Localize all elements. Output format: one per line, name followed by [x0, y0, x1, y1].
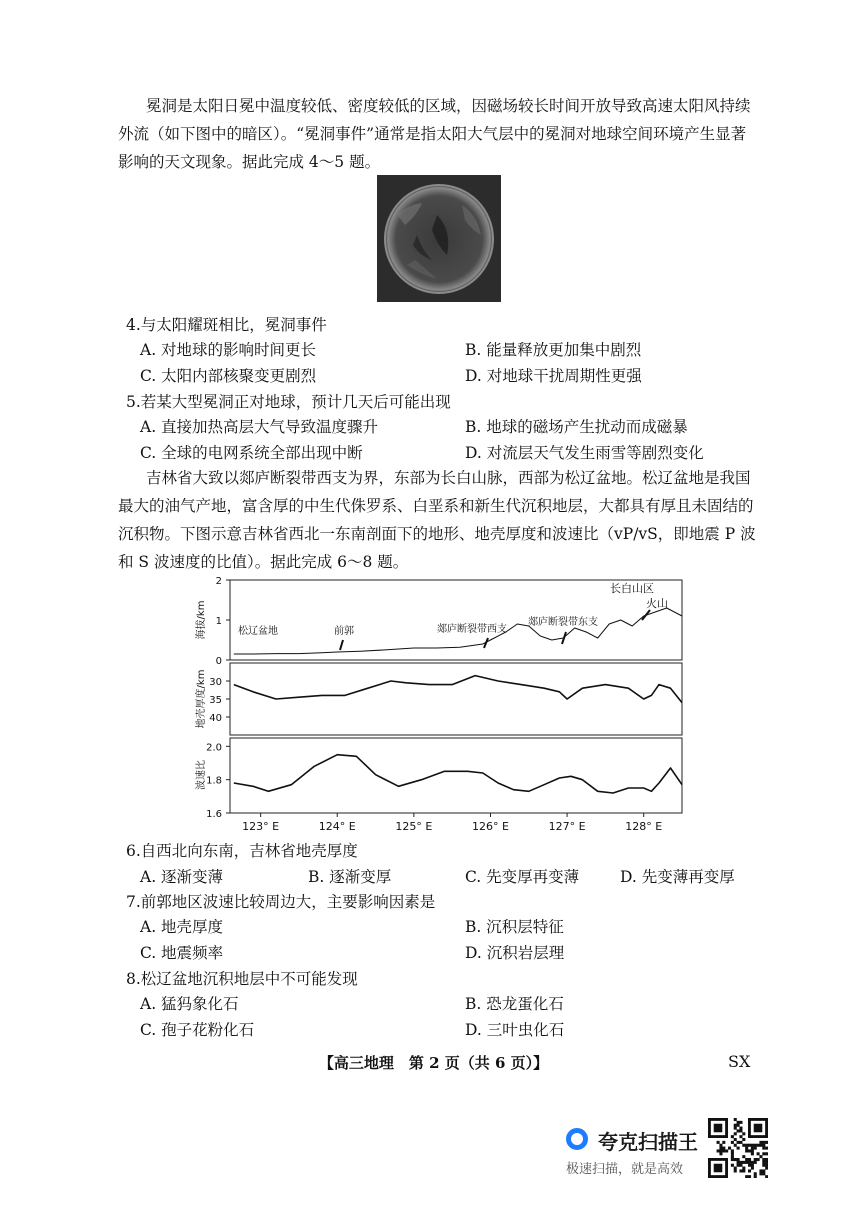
question-5-option-c: C. 全球的电网系统全部出现中断: [140, 444, 363, 462]
question-7-option-b: B. 沉积层特征: [465, 918, 564, 936]
question-8-option-b: B. 恐龙蛋化石: [465, 995, 564, 1013]
qr-code-icon: [708, 1118, 768, 1178]
question-4-stem: 4.与太阳耀斑相比，冕洞事件: [126, 316, 327, 334]
question-8-option-d: D. 三叶虫化石: [465, 1021, 565, 1039]
scanner-brand: [566, 1126, 706, 1176]
panel-frame-vpvs: [230, 738, 682, 813]
annotation-volcano: 火山: [646, 597, 668, 610]
y-tick-label: 40: [209, 713, 222, 724]
paper-code: SX: [728, 1052, 751, 1071]
question-7-option-a: A. 地壳厚度: [140, 918, 224, 936]
x-tick-label: 128° E: [625, 820, 663, 833]
question-4-option-a: A. 对地球的影响时间更长: [140, 341, 317, 359]
panel-frame-crust: [230, 663, 682, 735]
question-5-stem: 5.若某大型冕洞正对地球，预计几天后可能出现: [126, 393, 451, 411]
annotation-changbai: 长白山区: [610, 582, 654, 595]
brand-slogan: 极速扫描，就是高效: [566, 1162, 684, 1177]
question-5-option-a: A. 直接加热高层大气导致温度骤升: [140, 418, 379, 436]
annotation-qianguo: 前郭: [334, 626, 354, 637]
x-tick-label: 126° E: [471, 820, 509, 833]
question-8-stem: 8.松辽盆地沉积地层中不可能发现: [126, 970, 358, 988]
quark-logo-icon: [566, 1128, 588, 1150]
series-line-panel-2: [234, 676, 682, 703]
coronal-hole-image: [377, 175, 501, 302]
question-8-option-a: A. 猛犸象化石: [140, 995, 239, 1013]
y-tick-label: 30: [209, 677, 222, 688]
annotation-tanlu-east: 郯庐断裂带东支: [528, 617, 598, 628]
series-line-panel-3: [234, 755, 682, 793]
question-4-option-d: D. 对地球干扰周期性更强: [465, 367, 642, 385]
question-5-option-b: B. 地球的磁场产生扰动而成磁暴: [465, 418, 688, 436]
profile-chart: [190, 570, 700, 840]
question-7-stem: 7.前郭地区波速比较周边大，主要影响因素是: [126, 893, 436, 911]
question-6-option-b: B. 逐渐变厚: [308, 868, 392, 886]
question-4-option-b: B. 能量释放更加集中剧烈: [465, 341, 642, 359]
question-6-option-a: A. 逐渐变薄: [140, 868, 224, 886]
y-tick-label: 1.6: [206, 809, 222, 820]
intro-paragraph-2: 吉林省大致以郯庐断裂带西支为界，东部为长白山脉，西部为松辽盆地。松辽盆地是我国最大的油气产地，富含厚的中生代侏罗系、白垩系和新生代沉积地层，大都具有厚且未固结的沉积物。下图示意吉林省西北一东南剖面下的地形、地壳厚度和波速比（vP/vS，即地震 P 波和 S 波速度的比值）。据此完成 6～8 题。: [118, 469, 756, 571]
question-6-option-d: D. 先变薄再变厚: [620, 868, 735, 886]
question-6-stem: 6.自西北向东南，吉林省地壳厚度: [126, 842, 358, 860]
y-tick-label: 1: [215, 616, 222, 627]
arrow-volcano: [642, 610, 650, 620]
question-8-option-c: C. 孢子花粉化石: [140, 1021, 255, 1039]
y-axis-label: 地壳厚度/km: [196, 669, 207, 729]
intro-paragraph-1: 冕洞是太阳日冕中温度较低、密度较低的区域，因磁场较长时间开放导致高速太阳风持续外流（如下图中的暗区）。“冕洞事件”通常是指太阳大气层中的冕洞对地球空间环境产生显著影响的天文现象。据此完成 4～5 题。: [118, 97, 751, 171]
annotation-songliao: 松辽盆地: [238, 626, 278, 637]
y-tick-label: 0: [215, 656, 222, 667]
x-tick-label: 127° E: [548, 820, 586, 833]
question-5-option-d: D. 对流层天气发生雨雪等剧烈变化: [465, 444, 704, 462]
y-axis-label: 波速比: [196, 760, 207, 790]
brand-name: 夸克扫描王: [598, 1130, 698, 1154]
annotation-tanlu-west: 郯庐断裂带西支: [437, 624, 507, 635]
y-tick-label: 35: [209, 695, 222, 706]
question-4-option-c: C. 太阳内部核聚变更剧烈: [140, 367, 317, 385]
question-7-option-d: D. 沉积岩层理: [465, 944, 565, 962]
y-tick-label: 1.8: [206, 775, 222, 787]
arrow-qianguo: [340, 640, 343, 650]
page-footer: 【高三地理 第 2 页（共 6 页）】: [318, 1054, 549, 1072]
y-axis-label: 海拔/km: [196, 600, 207, 640]
y-tick-label: 2.0: [206, 742, 222, 754]
question-6-option-c: C. 先变厚再变薄: [465, 868, 580, 886]
y-tick-label: 2: [215, 576, 222, 587]
question-7-option-c: C. 地震频率: [140, 944, 224, 962]
x-tick-label: 125° E: [395, 820, 433, 833]
x-tick-label: 124° E: [318, 820, 356, 833]
x-tick-label: 123° E: [242, 820, 280, 833]
